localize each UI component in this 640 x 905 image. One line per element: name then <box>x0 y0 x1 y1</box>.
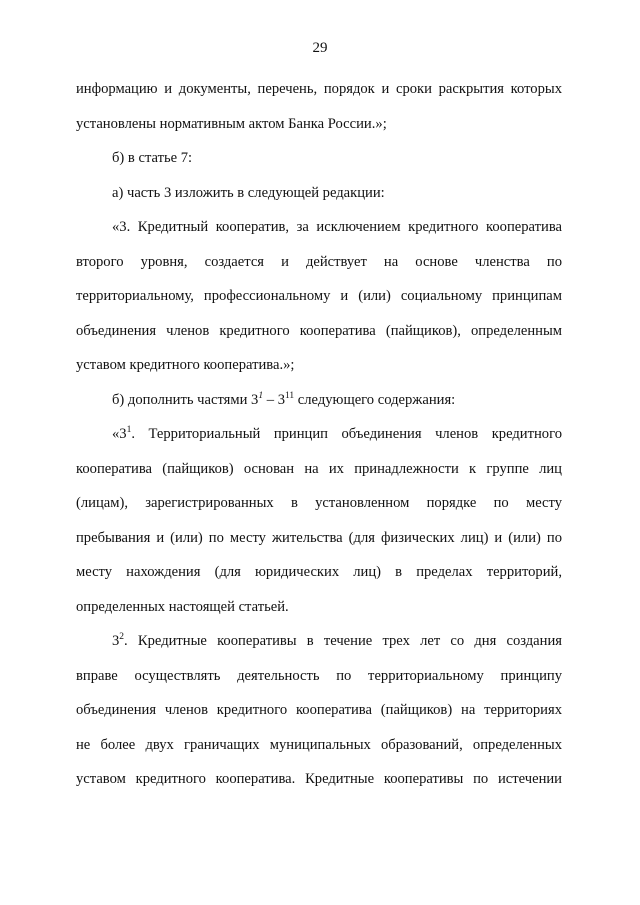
text-segment: кооператива (пайщиков) основан на их принадлежности к группе лиц <box>76 460 562 477</box>
text-line-19 <box>76 693 562 728</box>
superscript: 1 <box>126 425 132 435</box>
text-line-4 <box>76 176 562 211</box>
text-segment: объединения членов кредитного кооператива (пайщиков) на территориях <box>76 702 562 718</box>
text-line-21 <box>76 762 562 797</box>
text-segment: «3 <box>112 426 127 442</box>
superscript: 11 <box>284 390 295 401</box>
text-segment: уставом кредитного кооператива.»; <box>76 357 295 373</box>
text-segment: б) в статье 7: <box>112 150 193 166</box>
text-segment: – 3 <box>263 391 285 408</box>
text-segment: информацию и документы, перечень, порядок и сроки раскрытия которых <box>76 81 562 97</box>
text-segment: (лицам), зарегистрированных в установленном порядке по месту <box>76 495 562 511</box>
text-segment: объединения членов кредитного кооператива (пайщиков), определенным <box>76 322 562 339</box>
text-line-17 <box>76 624 562 659</box>
text-line-11 <box>76 417 562 452</box>
text-segment: следующего содержания: <box>294 391 456 408</box>
text-line-9 <box>76 348 562 383</box>
text-line-7 <box>76 279 562 314</box>
text-line-18 <box>76 659 562 694</box>
text-line-2 <box>76 107 562 142</box>
text-line-20 <box>76 728 562 763</box>
text-segment: . Кредитные кооперативы в течение трех лет со дня создания <box>124 633 562 649</box>
text-line-5 <box>76 210 562 245</box>
text-line-6 <box>76 245 562 280</box>
text-segment: . Территориальный принцип объединения членов кредитного <box>131 426 562 442</box>
text-segment: не более двух граничащих муниципальных образований, определенных <box>76 736 562 753</box>
document-body <box>76 72 562 797</box>
text-line-12 <box>76 452 562 487</box>
text-line-16 <box>76 590 562 625</box>
text-line-10 <box>76 383 562 418</box>
text-line-8 <box>76 314 562 349</box>
text-line-3 <box>76 141 562 176</box>
superscript: 1 <box>258 390 264 401</box>
superscript: 2 <box>119 632 125 642</box>
text-segment: пребывания и (или) по месту жительства (для физических лиц) и (или) по <box>76 529 562 546</box>
text-segment: а) часть 3 изложить в следующей редакции: <box>112 184 385 201</box>
text-line-15 <box>76 555 562 590</box>
text-segment: определенных настоящей статьей. <box>76 598 289 615</box>
text-segment: установлены нормативным актом Банка России.»; <box>76 115 387 132</box>
page-number: 29 <box>312 40 328 56</box>
text-segment: б) дополнить частями 3 <box>112 391 259 408</box>
text-segment: «3. Кредитный кооператив, за исключением кредитного кооператива <box>112 219 562 235</box>
text-line-13 <box>76 486 562 521</box>
text-segment: месту нахождения (для юридических лиц) в пределах территорий, <box>76 564 562 580</box>
text-line-14 <box>76 521 562 556</box>
text-line-1 <box>76 72 562 107</box>
text-segment: 3 <box>112 633 120 649</box>
text-segment: второго уровня, создается и действует на основе членства по <box>76 253 562 270</box>
text-segment: уставом кредитного кооператива. Кредитные кооперативы по истечении <box>76 771 562 787</box>
text-segment: вправе осуществлять деятельность по территориальному принципу <box>76 667 562 684</box>
text-segment: территориальному, профессиональному и (или) социальному принципам <box>76 288 562 304</box>
